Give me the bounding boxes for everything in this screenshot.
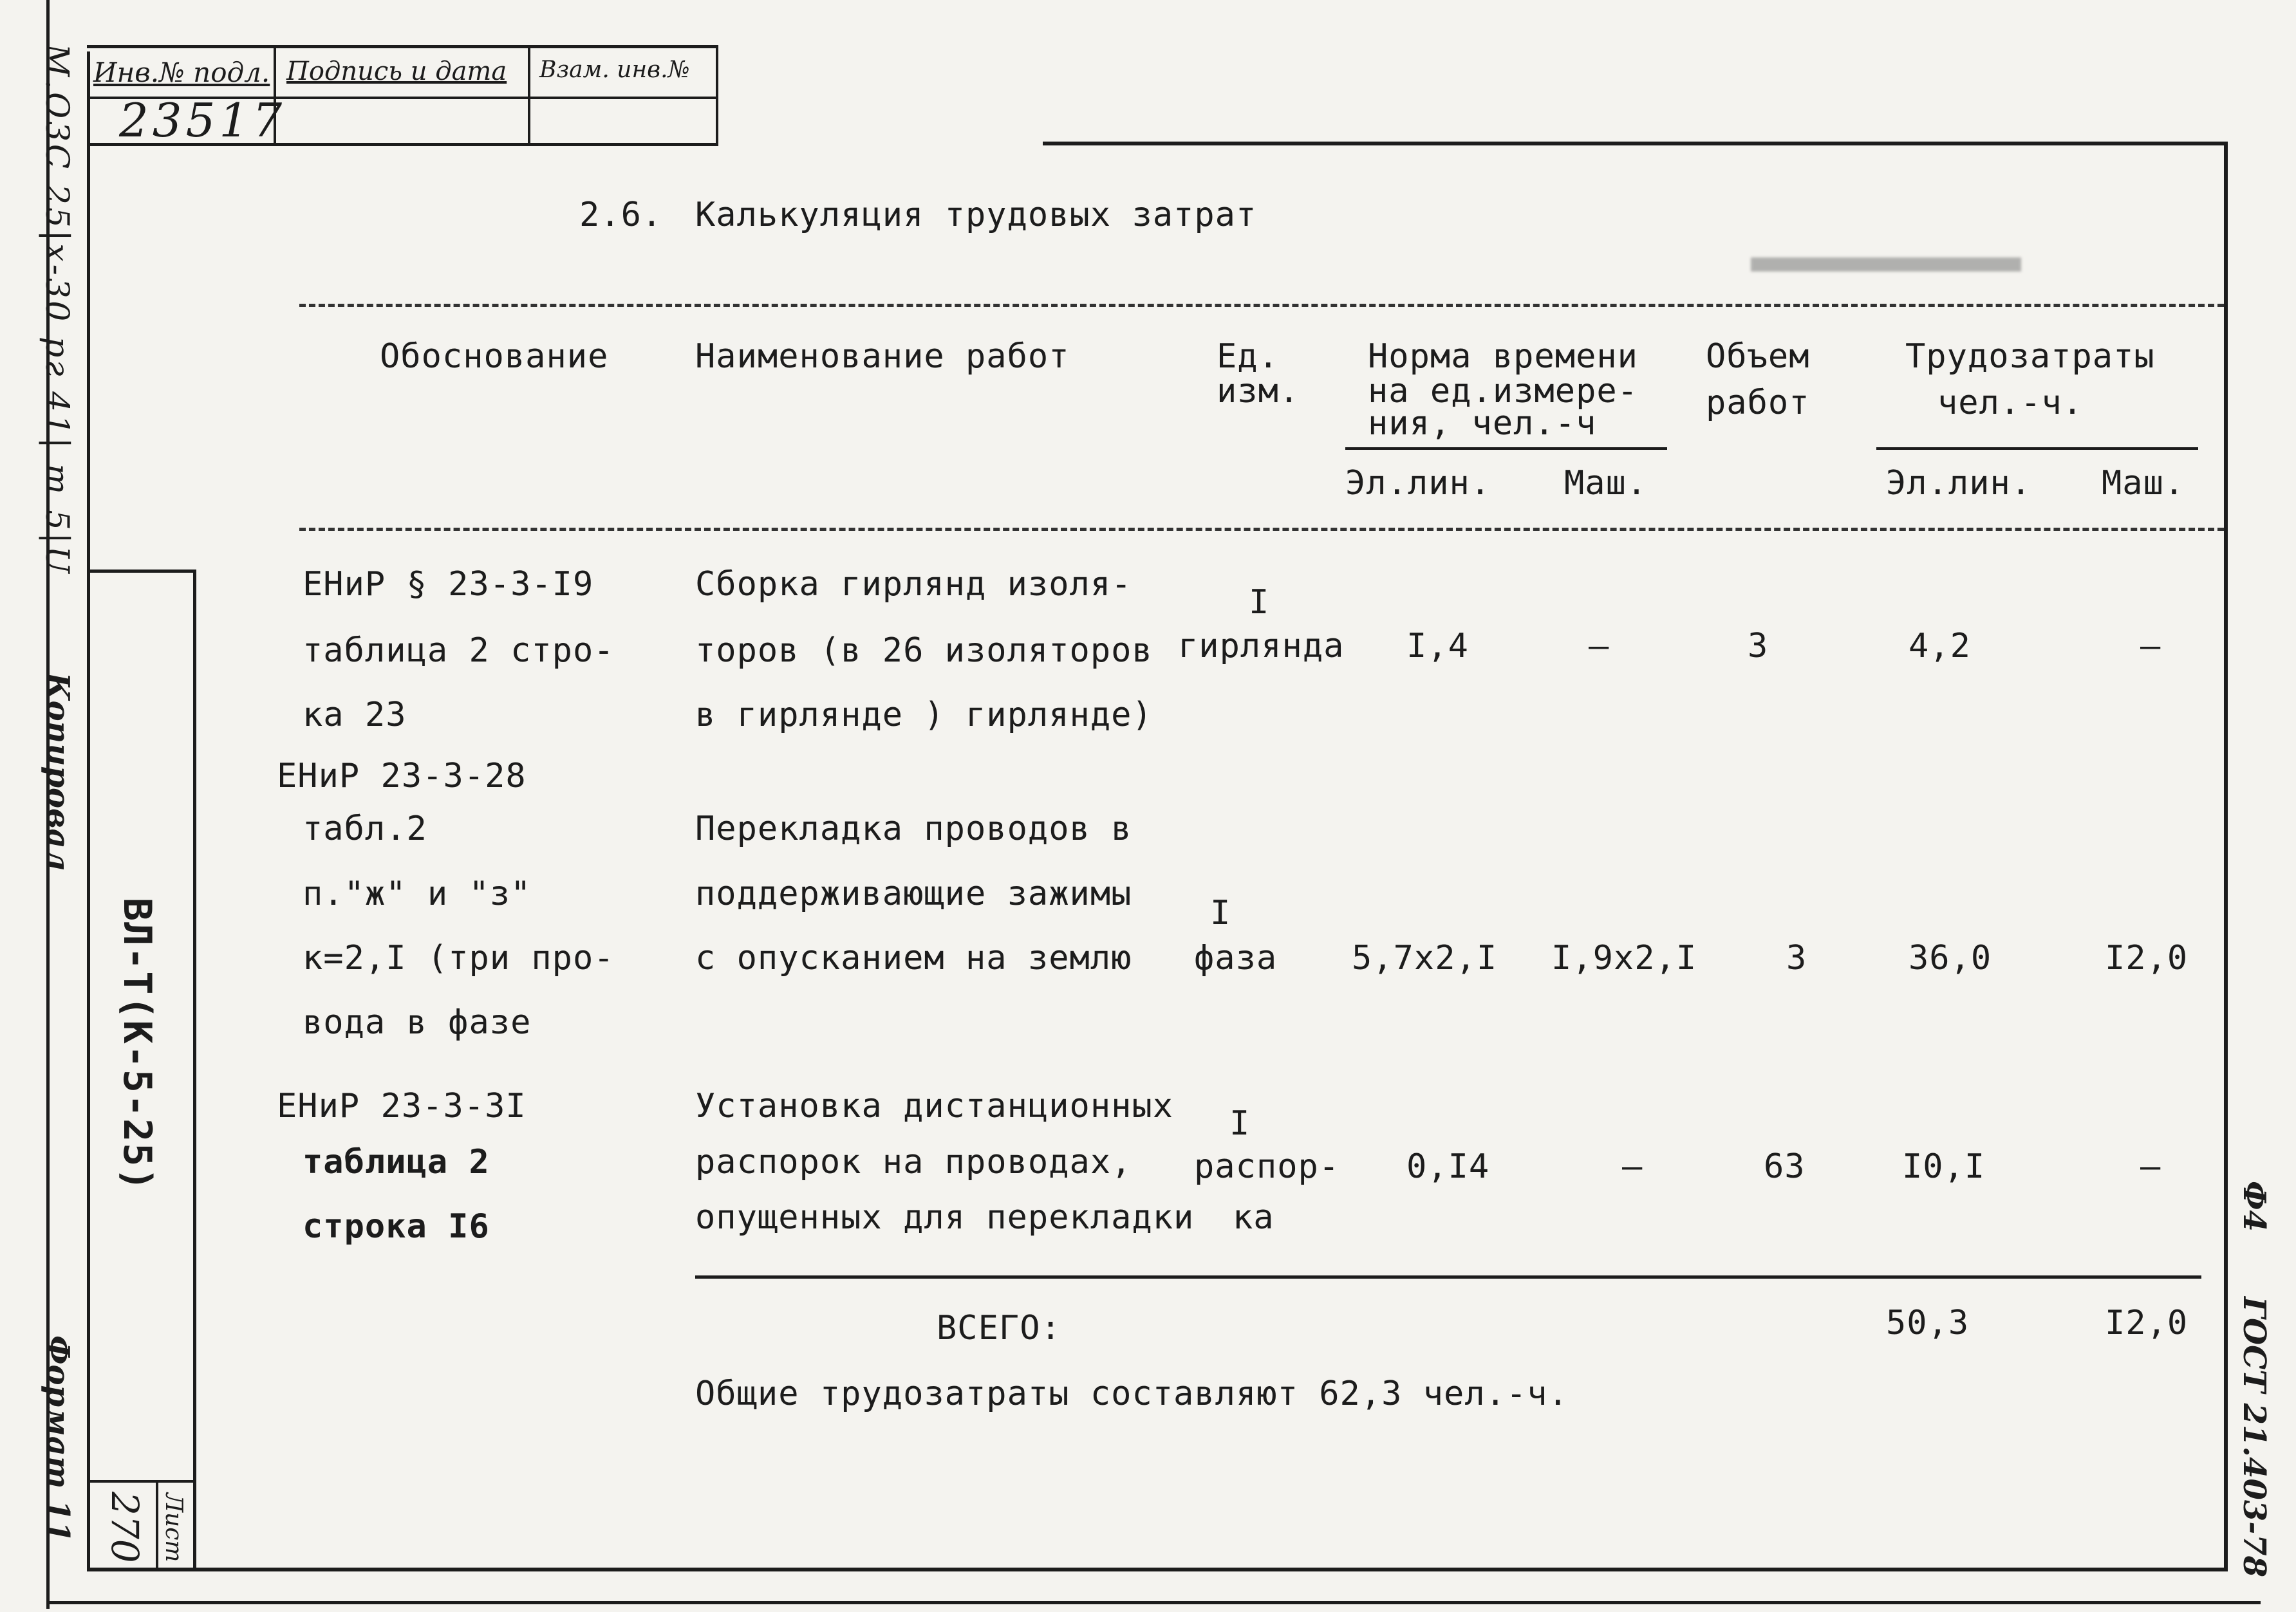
table-header-dash — [299, 528, 2224, 531]
total-labor-el: 50,3 — [1886, 1304, 1970, 1342]
document-code: ВЛ-Т(К-5-25) — [115, 898, 160, 1192]
table-top-dash — [299, 304, 2224, 307]
f4-label: Ф4 — [2236, 1181, 2272, 1232]
row2-norm-el: 5,7x2,I — [1352, 939, 1498, 977]
list-number: 270 — [103, 1492, 147, 1563]
row2-basis-1: ЕНиР 23-3-28 — [277, 757, 527, 795]
row1-basis-2: таблица 2 стро- — [303, 631, 615, 670]
header-obem-1: Объем — [1706, 337, 1810, 376]
row3-labor-mash: – — [2140, 1147, 2161, 1186]
row1-labor-mash: – — [2140, 627, 2161, 665]
row3-work-2: распорок на проводах, — [695, 1143, 1132, 1181]
stamp-top — [87, 45, 718, 48]
frame-side-box-top — [87, 570, 196, 573]
header-ed-1: Ед. — [1217, 337, 1279, 376]
row2-basis-3: п."ж" и "з" — [303, 875, 532, 913]
row2-norm-mash: I,9x2,I — [1551, 939, 1697, 977]
header-mash: Маш. — [1564, 464, 1648, 503]
header-norma-2: на ед.измере- — [1368, 372, 1638, 411]
page-title: Калькуляция трудовых затрат — [695, 196, 1257, 234]
row2-work-3: с опусканием на землю — [695, 939, 1132, 977]
header-norma-3: ния, чел.-ч — [1368, 404, 1597, 443]
header-trud-1: Трудозатраты — [1905, 337, 2155, 376]
frame-side-box-left — [87, 570, 90, 1570]
row1-basis-3: ка 23 — [303, 696, 407, 734]
row3-volume: 63 — [1764, 1147, 1806, 1186]
row3-work-3: опущенных для перекладки — [695, 1198, 1195, 1237]
crossed-out-text — [1751, 257, 2021, 272]
total-label: ВСЕГО: — [937, 1309, 1061, 1348]
row1-work-2: торов (в 26 изоляторов — [695, 631, 1153, 670]
row3-basis-3: строка I6 — [303, 1207, 490, 1246]
format-label: Формат 11 — [40, 1335, 76, 1543]
row2-work-2: поддерживающие зажимы — [695, 875, 1132, 913]
row2-volume: 3 — [1786, 939, 1807, 977]
stamp-div-3 — [716, 45, 718, 146]
row1-work-3: в гирлянде ) гирлянде) — [695, 696, 1153, 734]
stamp-sign-label: Подпись и дата — [286, 57, 507, 86]
row3-basis-1: ЕНиР 23-3-3I — [277, 1087, 527, 1126]
heading-number: 2.6. — [579, 196, 663, 234]
frame-inner-top — [1043, 142, 2227, 145]
row1-norm-el: I,4 — [1406, 627, 1469, 665]
header-el-lin: Эл.лин. — [1345, 464, 1491, 503]
total-labor-mash: I2,0 — [2105, 1304, 2189, 1342]
row3-unit-1: I — [1229, 1104, 1251, 1143]
gost-label: ГОСТ 21.403-78 — [2236, 1297, 2272, 1578]
norma-underline — [1345, 447, 1667, 450]
row3-unit-2: распор- — [1194, 1147, 1340, 1186]
row2-labor-mash: I2,0 — [2105, 939, 2189, 977]
list-box-top — [87, 1480, 196, 1483]
list-box-div — [156, 1480, 158, 1570]
header-el-lin-2: Эл.лин. — [1886, 464, 2032, 503]
row2-work-1: Перекладка проводов в — [695, 810, 1132, 848]
stamp-inv-label: Инв.№ подл. — [93, 57, 270, 88]
header-norma-1: Норма времени — [1368, 337, 1638, 376]
stamp-div-2 — [528, 45, 530, 146]
row2-basis-2: табл.2 — [303, 810, 427, 848]
row1-work-1: Сборка гирлянд изоля- — [695, 565, 1132, 604]
left-margin-code: М.О3С 25|х-30 рг 41| т 5|U — [39, 44, 76, 576]
frame-side-box-right — [193, 570, 196, 1570]
row2-labor-el: 36,0 — [1909, 939, 1992, 977]
trud-underline — [1876, 447, 2198, 450]
header-naimenovanie: Наименование работ — [695, 337, 1070, 376]
row2-unit-1: I — [1210, 894, 1231, 932]
header-ed-2: изм. — [1217, 372, 1300, 411]
header-trud-2: чел.-ч. — [1937, 384, 2084, 422]
row1-unit-1: I — [1249, 583, 1270, 622]
row2-basis-5: вода в фазе — [303, 1003, 532, 1042]
row1-unit-2: гирлянда — [1178, 627, 1345, 665]
row2-unit-2: фаза — [1194, 939, 1278, 977]
list-label: Лист — [160, 1493, 187, 1562]
row3-unit-3: ка — [1233, 1198, 1274, 1237]
frame-inner-bottom — [87, 1568, 2228, 1571]
row2-basis-4: к=2,I (три про- — [303, 939, 615, 977]
summary-text: Общие трудозатраты составляют 62,3 чел.-ч. — [695, 1375, 1569, 1413]
kopiroval-label: Копировал — [40, 672, 76, 871]
frame-inner-left-top — [87, 51, 90, 573]
header-mash-2: Маш. — [2102, 464, 2185, 503]
header-obosnovanie: Обоснование — [380, 337, 609, 376]
stamp-inv-number: 23517 — [119, 93, 286, 147]
row3-labor-el: I0,I — [1902, 1147, 1986, 1186]
row1-norm-mash: – — [1589, 627, 1610, 665]
row3-norm-mash: – — [1622, 1147, 1643, 1186]
row3-norm-el: 0,I4 — [1406, 1147, 1490, 1186]
stamp-vzam-label: Взам. инв.№ — [539, 57, 690, 83]
row3-basis-2: таблица 2 — [303, 1143, 490, 1181]
row1-volume: 3 — [1748, 627, 1769, 665]
frame-bottom-outer — [46, 1601, 2261, 1604]
row1-labor-el: 4,2 — [1909, 627, 1971, 665]
row1-basis-1: ЕНиР § 23-3-I9 — [303, 565, 594, 604]
row3-work-1: Установка дистанционных — [695, 1087, 1174, 1126]
total-rule — [695, 1275, 2201, 1279]
frame-inner-right — [2224, 142, 2228, 1571]
header-obem-2: работ — [1706, 384, 1810, 422]
